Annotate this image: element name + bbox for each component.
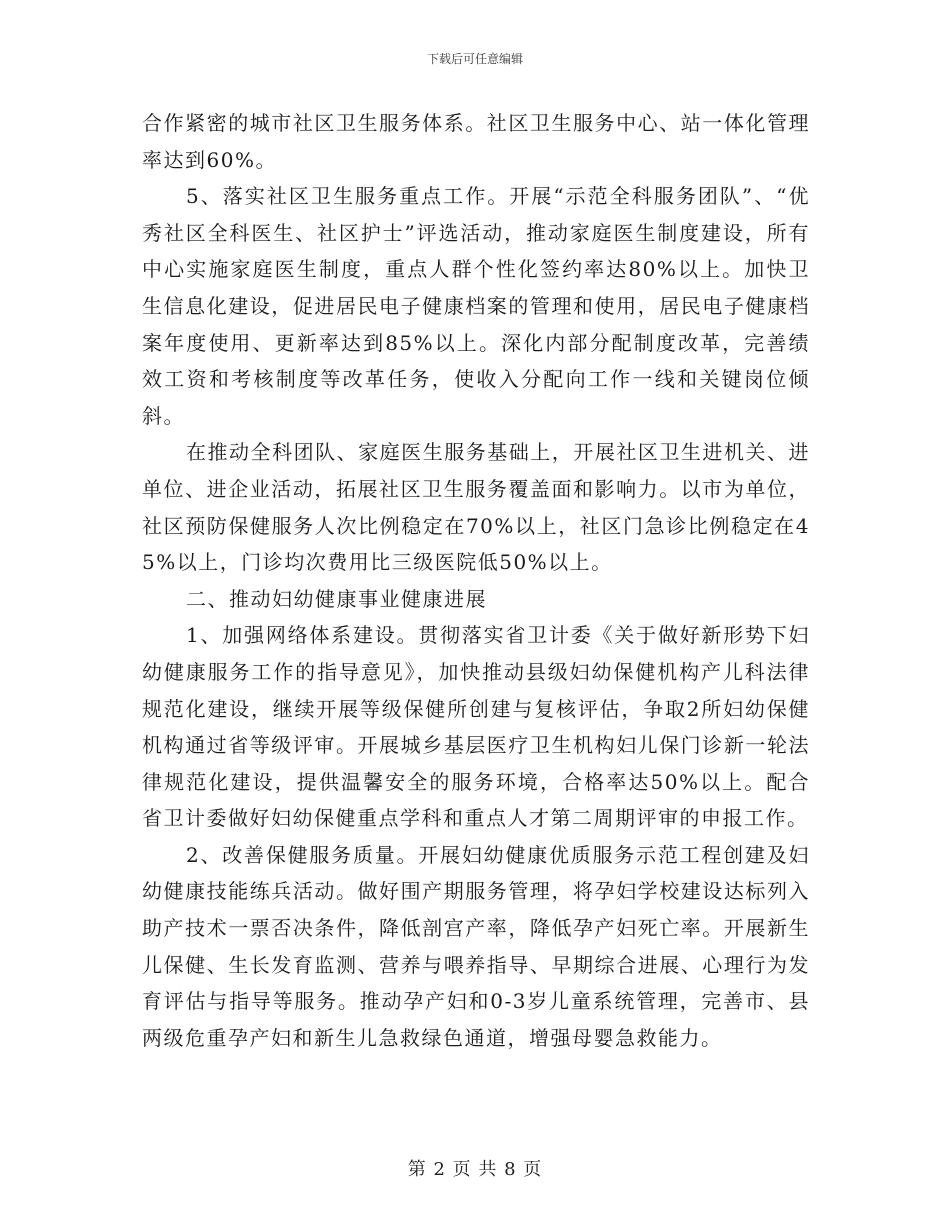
page-number: 第 2 页 共 8 页: [407, 1159, 543, 1180]
document-body: [142, 105, 810, 1056]
paragraph-item-2: 2、改善保健服务质量。开展妇幼健康优质服务示范工程创建及妇幼健康技能练兵活动。做好围产期服务管理，将孕妇学校建设达标列入助产技术一票否决条件，降低剖宫产率，降低孕产妇死亡率。开展新生儿保健、生长发育监测、营养与喂养指导、早期综合进展、心理行为发育评估与指导等服务。推动孕产妇和0-3岁儿童系统管理，完善市、县两级危重孕产妇和新生儿急救绿色通道，增强母婴急救能力。: [142, 842, 810, 1050]
section-heading: 二、推动妇幼健康事业健康进展: [186, 586, 487, 611]
paragraph-continuation: 合作紧密的城市社区卫生服务体系。社区卫生服务中心、站一体化管理率达到60%。: [142, 111, 810, 172]
paragraph-item-5: 5、落实社区卫生服务重点工作。开展“示范全科服务团队”、“优秀社区全科医生、社区护士”评选活动，推动家庭医生制度建设，所有中心实施家庭医生制度，重点人群个性化签约率达80%以上。加快卫生信息化建设，促进居民电子健康档案的管理和使用，居民电子健康档案年度使用、更新率达到85%以上。深化内部分配制度改革，完善绩效工资和考核制度等改革任务，使收入分配向工作一线和关键岗位倾斜。: [142, 184, 810, 428]
paragraph-item-1: 1、加强网络体系建设。贯彻落实省卫计委《关于做好新形势下妇幼健康服务工作的指导意见》，加快推动县级妇幼保健机构产儿科法律规范化建设，继续开展等级保健所创建与复核评估，争取2所妇幼保健机构通过省等级评审。开展城乡基层医疗卫生机构妇儿保门诊新一轮法律规范化建设，提供温馨安全的服务环境，合格率达50%以上。配合省卫计委做好妇幼保健重点学科和重点人才第二周期评审的申报工作。: [142, 623, 810, 831]
page-header: 下载后可任意编辑: [426, 52, 523, 66]
paragraph-community-service: 在推动全科团队、家庭医生服务基础上，开展社区卫生进机关、进单位、进企业活动，拓展社区卫生服务覆盖面和影响力。以市为单位，社区预防保健服务人次比例稳定在70%以上，社区门急诊比例稳定在45%以上，门诊均次费用比三级医院低50%以上。: [142, 440, 810, 575]
